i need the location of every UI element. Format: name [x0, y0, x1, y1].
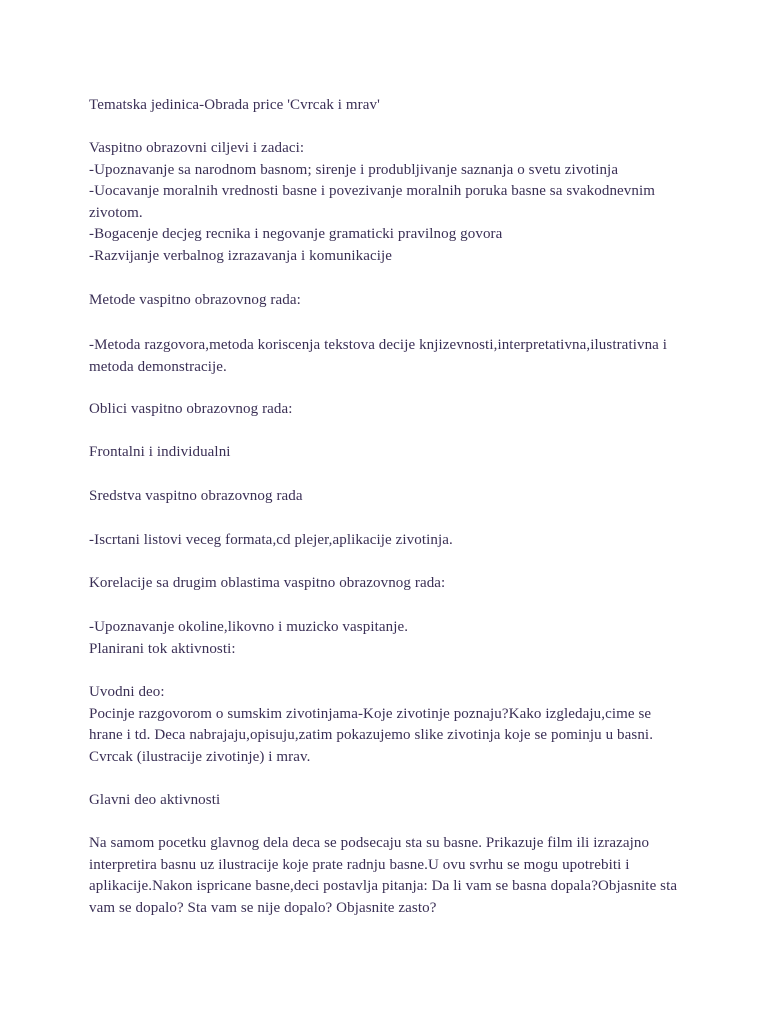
correlations-line: -Upoznavanje okoline,likovno i muzicko vaspitanje. — [89, 619, 409, 635]
means-heading: Sredstva vaspitno obrazovnog rada — [89, 488, 303, 504]
main-heading-block — [89, 790, 689, 812]
main-heading: Glavni deo aktivnosti — [89, 792, 221, 808]
methods-line: metoda demonstracije. — [89, 358, 227, 375]
goals-line: -Razvijanje verbalnog izrazavanja i komunikacije — [89, 247, 392, 264]
plan-heading: Planirani tok aktivnosti: — [89, 640, 236, 657]
forms-heading-block — [89, 399, 689, 421]
main-line: vam se dopalo? Sta vam se nije dopalo? Objasnite zasto? — [89, 899, 437, 916]
means-heading-block — [89, 486, 689, 508]
means-text: -Iscrtani listovi veceg formata,cd plejer,aplikacije zivotinja. — [89, 532, 453, 548]
forms-text-block — [89, 442, 689, 464]
intro-heading: Uvodni deo: — [89, 684, 165, 700]
methods-line: -Metoda razgovora,metoda koriscenja tekstova decije knjizevnosti,interpretativna,ilustrativna i — [89, 337, 668, 353]
goals-line: -Upoznavanje sa narodnom basnom; sirenje i produbljivanje saznanja o svetu zivotinja — [89, 161, 619, 178]
forms-text: Frontalni i individualni — [89, 444, 231, 460]
goals-line: zivotom. — [89, 204, 143, 221]
correlations-section — [89, 617, 689, 660]
goals-line: -Uocavanje moralnih vrednosti basne i povezivanje moralnih poruka basne sa svakodnevnim — [89, 183, 656, 199]
methods-heading-block — [89, 290, 689, 312]
main-line: aplikacije.Nakon ispricane basne,deci postavlja pitanja: Da li vam se basna dopala?Objasnite sta — [89, 878, 678, 894]
correlations-heading: Korelacije sa drugim oblastima vaspitno obrazovnog rada: — [89, 575, 446, 591]
correlations-heading-block — [89, 573, 689, 595]
title-text: Tematska jedinica-Obrada price 'Cvrcak i mrav' — [89, 97, 380, 113]
methods-section — [89, 335, 689, 378]
main-section — [89, 833, 689, 919]
intro-line: Cvrcak (ilustracije zivotinje) i mrav. — [89, 748, 311, 765]
goals-heading: Vaspitno obrazovni ciljevi i zadaci: — [89, 140, 305, 156]
methods-heading: Metode vaspitno obrazovnog rada: — [89, 292, 301, 308]
forms-heading: Oblici vaspitno obrazovnog rada: — [89, 401, 293, 417]
main-line: interpretira basnu uz ilustracije koje prate radnju basne.U ovu svrhu se mogu upotrebiti i — [89, 856, 630, 873]
means-text-block — [89, 530, 689, 552]
intro-line: Pocinje razgovorom o sumskim zivotinjama-Koje zivotinje poznaju?Kako izgledaju,cime se — [89, 705, 652, 722]
goals-line: -Bogacenje decjeg recnika i negovanje gramaticki pravilnog govora — [89, 226, 503, 242]
document-title — [89, 95, 689, 117]
goals-section — [89, 138, 689, 267]
main-line: Na samom pocetku glavnog dela deca se podsecaju sta su basne. Prikazuje film ili izrazajno — [89, 835, 650, 851]
intro-section — [89, 682, 689, 768]
intro-line: hrane i td. Deca nabrajaju,opisuju,zatim pokazujemo slike zivotinja koje se pominju u basni. — [89, 727, 654, 743]
